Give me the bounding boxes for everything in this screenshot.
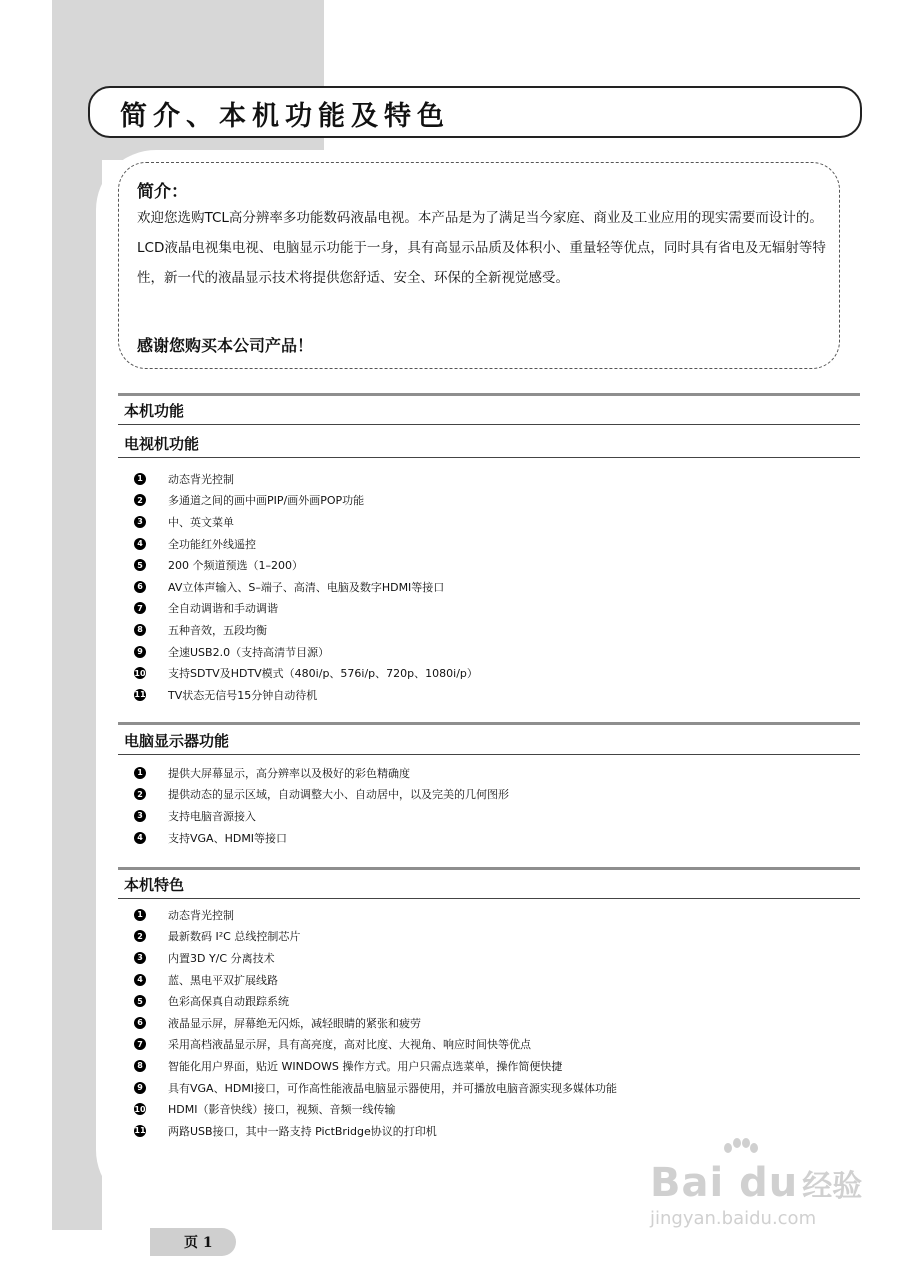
list-item — [134, 554, 478, 576]
list-item — [134, 576, 478, 598]
list-item — [134, 684, 478, 706]
pc-heading: 电脑显示器功能 — [124, 732, 230, 750]
item-text: 中、英文菜单 — [168, 515, 234, 529]
watermark-url: jingyan.baidu.com — [650, 1208, 817, 1229]
list-item — [134, 598, 478, 620]
special-feature-list — [134, 904, 617, 1142]
list-item — [134, 468, 478, 490]
intro-box — [118, 162, 840, 369]
list-item — [134, 805, 509, 827]
item-number-badge: 11 — [134, 1126, 146, 1136]
item-text: 五种音效，五段均衡 — [168, 623, 267, 637]
item-text: 全功能红外线遥控 — [168, 537, 256, 551]
item-text: 动态背光控制 — [168, 472, 234, 486]
item-number-badge: 10 — [134, 668, 146, 678]
list-item — [134, 784, 509, 806]
watermark-cn: 经验 — [802, 1169, 863, 1204]
section-divider — [118, 424, 860, 425]
item-text: TV状态无信号15分钟自动待机 — [168, 688, 318, 702]
intro-body: 欢迎您选购TCL高分辨率多功能数码液晶电视。本产品是为了满足当今家庭、商业及工业应用的现实需要而设计的。LCD液晶电视集电视、电脑显示功能于一身，具有高显示品质及体积小、重量轻等优点，同时具有省电及无辐射等特性，新一代的液晶显示技术将提供您舒适、安全、环保的全新视觉感受。 — [137, 210, 826, 286]
list-item — [134, 947, 617, 969]
item-number-badge: 2 — [134, 494, 146, 506]
item-number-badge: 11 — [134, 690, 146, 700]
item-number-badge: 5 — [134, 559, 146, 571]
paw-icon — [720, 1138, 760, 1162]
item-text: AV立体声输入、S–端子、高清、电脑及数字HDMI等接口 — [168, 580, 445, 594]
list-item — [134, 662, 478, 684]
item-text: 内置3D Y/C 分离技术 — [168, 951, 275, 965]
item-text: 支持电脑音源接入 — [168, 809, 256, 823]
list-item — [134, 511, 478, 533]
section-divider — [118, 867, 860, 870]
item-number-badge: 9 — [134, 646, 146, 658]
item-number-badge: 3 — [134, 810, 146, 822]
item-number-badge: 4 — [134, 974, 146, 986]
item-number-badge: 1 — [134, 473, 146, 485]
intro-thanks: 感谢您购买本公司产品！ — [137, 336, 314, 355]
section-divider — [118, 754, 860, 755]
item-text: 两路USB接口，其中一路支持 PictBridge协议的打印机 — [168, 1124, 437, 1138]
item-text: 多通道之间的画中画PIP/画外画POP功能 — [168, 494, 365, 508]
item-text: 采用高档液晶显示屏，具有高亮度，高对比度、大视角、响应时间快等优点 — [168, 1038, 531, 1052]
item-number-badge: 6 — [134, 581, 146, 593]
watermark — [650, 1160, 863, 1229]
item-text: 提供动态的显示区域，自动调整大小、自动居中，以及完美的几何图形 — [168, 788, 509, 802]
page-number: 页 1 — [184, 1235, 213, 1251]
section-divider — [118, 457, 860, 458]
list-item — [134, 990, 617, 1012]
list-item — [134, 926, 617, 948]
item-number-badge: 9 — [134, 1082, 146, 1094]
item-number-badge: 2 — [134, 788, 146, 800]
item-number-badge: 5 — [134, 995, 146, 1007]
item-text: 色彩高保真自动跟踪系统 — [168, 995, 289, 1009]
watermark-logo: Bai du — [650, 1160, 799, 1206]
title-box — [88, 86, 862, 138]
list-item — [134, 1077, 617, 1099]
page-number-tab — [150, 1228, 236, 1256]
item-number-badge: 6 — [134, 1017, 146, 1029]
list-item — [134, 533, 478, 555]
list-item — [134, 1098, 617, 1120]
list-item — [134, 827, 509, 849]
item-text: 提供大屏幕显示，高分辨率以及极好的彩色精确度 — [168, 766, 410, 780]
pc-feature-list — [134, 762, 509, 848]
item-number-badge: 1 — [134, 909, 146, 921]
section-divider — [118, 898, 860, 899]
list-item — [134, 619, 478, 641]
list-item — [134, 641, 478, 663]
item-text: 蓝、黑电平双扩展线路 — [168, 973, 278, 987]
item-number-badge: 1 — [134, 767, 146, 779]
list-item — [134, 1034, 617, 1056]
list-item — [134, 969, 617, 991]
item-text: 全自动调谐和手动调谐 — [168, 602, 278, 616]
item-text: 动态背光控制 — [168, 908, 234, 922]
tv-feature-list — [134, 468, 478, 706]
item-number-badge: 2 — [134, 930, 146, 942]
section-divider — [118, 722, 860, 725]
item-number-badge: 7 — [134, 1038, 146, 1050]
item-text: 具有VGA、HDMI接口，可作高性能液晶电脑显示器使用，并可播放电脑音源实现多媒体功能 — [168, 1081, 618, 1095]
item-number-badge: 4 — [134, 832, 146, 844]
item-number-badge: 8 — [134, 1060, 146, 1072]
section-divider — [118, 393, 860, 396]
features-heading: 本机功能 — [124, 402, 185, 420]
list-item — [134, 1012, 617, 1034]
item-text: 支持SDTV及HDTV模式（480i/p、576i/p、720p、1080i/p） — [168, 667, 478, 681]
intro-heading: 简介： — [137, 182, 188, 202]
list-item — [134, 904, 617, 926]
page-title: 简介、本机功能及特色 — [120, 101, 450, 132]
item-text: 全速USB2.0（支持高清节目源） — [168, 645, 330, 659]
item-text: 最新数码 I²C 总线控制芯片 — [168, 930, 301, 944]
list-item — [134, 1120, 617, 1142]
item-text: 200 个频道预选（1–200） — [168, 559, 303, 573]
item-number-badge: 3 — [134, 516, 146, 528]
item-number-badge: 10 — [134, 1104, 146, 1114]
tv-heading: 电视机功能 — [124, 435, 200, 453]
item-text: 智能化用户界面，贴近 WINDOWS 操作方式。用户只需点选菜单，操作简便快捷 — [168, 1059, 563, 1073]
gray-band-left — [52, 160, 102, 1230]
item-number-badge: 3 — [134, 952, 146, 964]
list-item — [134, 1055, 617, 1077]
item-text: 支持VGA、HDMI等接口 — [168, 831, 288, 845]
list-item — [134, 490, 478, 512]
item-text: 液晶显示屏，屏幕绝无闪烁，减轻眼睛的紧张和疲劳 — [168, 1016, 421, 1030]
item-text: HDMI（影音快线）接口，视频、音频一线传输 — [168, 1103, 396, 1117]
special-heading: 本机特色 — [124, 876, 185, 894]
item-number-badge: 7 — [134, 602, 146, 614]
item-number-badge: 8 — [134, 624, 146, 636]
item-number-badge: 4 — [134, 538, 146, 550]
list-item — [134, 762, 509, 784]
